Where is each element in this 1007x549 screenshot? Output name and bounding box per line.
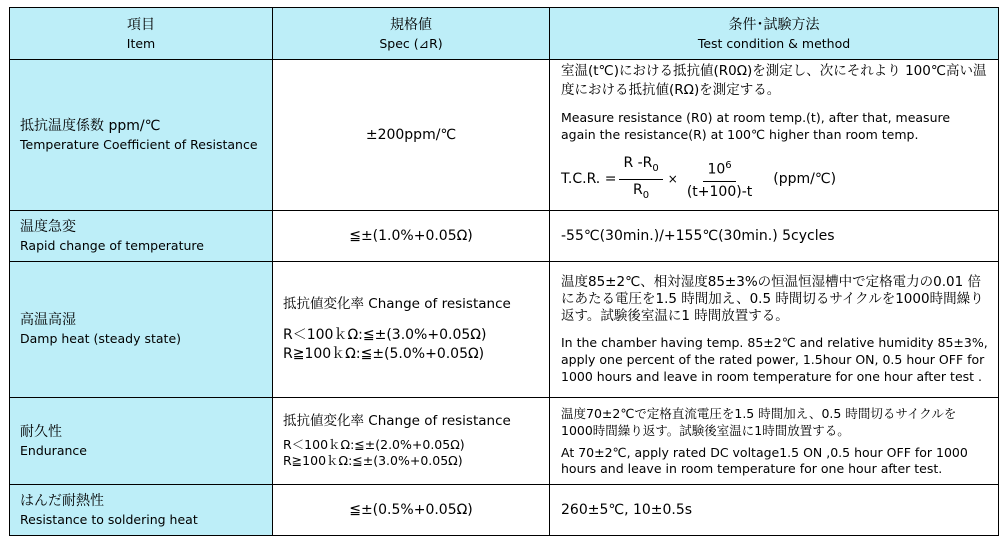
spec-cell [273,261,550,397]
item-cell [10,397,273,484]
header-row [10,8,999,60]
formula-den1-sub: 0 [642,189,650,201]
condition-text-jp: 温度70±2℃で定格直流電圧を1.5 時間加え、0.5 時間切るサイクルを1000時間繰り返す。試験後室温に1時間放置する。 [561,405,957,438]
header-condition [550,8,999,60]
condition-cell [550,261,999,397]
condition-text-en: At 70±2℃, apply rated DC voltage1.5 ON ,0.5 hour OFF for 1000 hours and leave in room temperature for one hour after test. [561,444,968,476]
spec-cell: ≦±(1.0%+0.05Ω) [273,210,550,261]
spec-line-2: R≧100ｋΩ:≦±(5.0%+0.05Ω) [283,345,485,362]
condition-cell: 260±5℃, 10±0.5s [550,484,999,535]
spec-line-2: R≧100ｋΩ:≦±(3.0%+0.05Ω) [283,453,463,469]
spec-table [9,7,999,536]
formula-times: × [667,172,678,187]
header-item-en: Item [126,35,156,51]
condition-text-en: In the chamber having temp. 85±2℃ and relative humidity 85±3%, apply one percent of the rated power, 1.5hour ON, 0.5 hour OFF for 1000 hours and leave in room temperature for one hour after test . [561,334,988,384]
spec-line-1: R＜100ｋΩ:≦±(3.0%+0.05Ω) [283,326,487,343]
table-row-soldering-heat [10,484,999,535]
header-condition-jp: 条件･試験方法 [728,16,820,33]
formula-unit: (ppm/℃) [773,171,837,188]
formula-lhs: T.C.R. = [561,171,617,188]
spec-cell [273,397,550,484]
spec-cell: ±200ppm/℃ [273,60,550,211]
item-cell [10,60,273,211]
header-item [10,8,273,60]
formula-fraction-2 [683,157,756,201]
tcr-formula [561,155,988,204]
item-label-jp: 温度急変 [20,218,76,235]
formula-num1: R -R [623,155,653,171]
item-cell [10,261,273,397]
condition-cell [550,397,999,484]
header-spec-jp: 規格値 [390,16,432,33]
item-label-en: Damp heat (steady state) [20,331,182,347]
item-label-en: Resistance to soldering heat [20,511,198,527]
table-row-damp-heat [10,261,999,397]
item-cell [10,484,273,535]
formula-fraction-1 [619,155,662,204]
spec-cell: ≦±(0.5%+0.05Ω) [273,484,550,535]
condition-text-en: Measure resistance (R0) at room temp.(t), after that, measure again the resistance(R) at 100℃ higher than room temp. [561,110,951,142]
spec-title: 抵抗値変化率 Change of resistance [283,295,511,312]
item-cell [10,210,273,261]
spec-title: 抵抗値変化率 Change of resistance [283,413,511,430]
header-spec-en: Spec (⊿R) [379,35,443,51]
header-spec [273,8,550,60]
header-condition-en: Test condition & method [697,35,851,51]
condition-cell: -55℃(30min.)/+155℃(30min.) 5cycles [550,210,999,261]
item-label-en: Temperature Coefficient of Resistance [20,136,258,152]
condition-cell [550,60,999,211]
formula-den2: (t+100)-t [686,184,753,201]
condition-text-jp: 室温(t℃)における抵抗値(R0Ω)を測定し、次にそれより 100℃高い温度における抵抗値(RΩ)を測定する。 [561,63,987,98]
condition-text-jp: 温度85±2℃、相対湿度85±3%の恒温恒湿槽中で定格電力の0.01 倍にあたる電圧を1.5 時間加え、0.5 時間切るサイクルを1000時間繰り返す。試験後室温に1 時間放置する。 [561,273,984,324]
table-row-tcr [10,60,999,211]
item-label-jp: はんだ耐熱性 [20,492,104,509]
formula-num1-sub: 0 [652,162,659,174]
table-row-rapid-change [10,210,999,261]
item-label-en: Endurance [20,442,87,458]
header-item-jp: 項目 [127,16,155,33]
item-label-jp: 耐久性 [20,423,62,440]
formula-num2-sup: 6 [725,160,732,172]
item-label-jp: 高温高湿 [20,312,76,329]
table-row-endurance [10,397,999,484]
formula-num2: 10 [707,162,726,179]
item-label-jp: 抵抗温度係数 ppm/℃ [20,117,161,134]
item-label-en: Rapid change of temperature [20,237,204,253]
spec-line-1: R＜100ｋΩ:≦±(2.0%+0.05Ω) [283,437,465,453]
formula-den1: R [633,181,643,198]
